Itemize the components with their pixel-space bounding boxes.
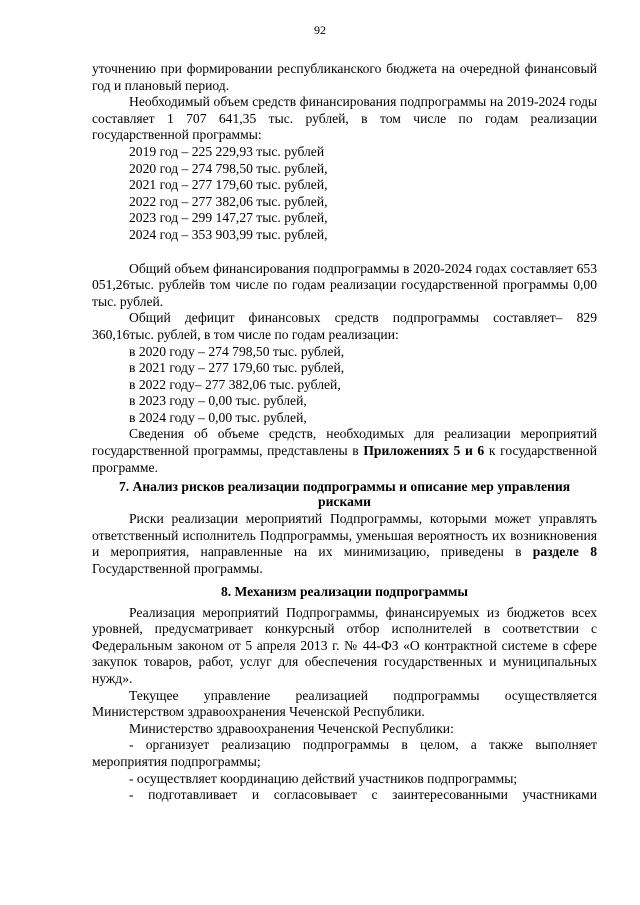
section-heading-7: 7. Анализ рисков реализации подпрограммы и описание мер управления рисками — [118, 479, 571, 510]
text-run: к государственной программе. — [92, 443, 597, 475]
page-content — [92, 61, 597, 804]
paragraph — [92, 511, 597, 577]
list-item: - осуществляет координацию действий участников подпрограммы; — [129, 770, 518, 786]
paragraph: Министерство здравоохранения Чеченской Республики: — [129, 720, 454, 736]
list-item: в 2024 году – 0,00 тыс. рублей, — [129, 409, 307, 425]
list-item: - организует реализацию подпрограммы в целом, а также выполняет мероприятия подпрограммы; — [92, 737, 597, 769]
year-list-deficit — [92, 344, 597, 427]
list-item: 2023 год – 299 147,27 тыс. рублей, — [129, 210, 328, 226]
page-number: 92 — [314, 23, 326, 37]
list-item: - подготавливает и согласовывает с заинтересованными участниками — [129, 787, 597, 803]
list-item: 2019 год – 225 229,93 тыс. рублей — [129, 143, 325, 159]
text-run: Риски реализации мероприятий Подпрограммы, которыми может управлять ответственный исполнитель Подпрограммы, уменьшая вероятность их возникновения и мероприятия, направленные на их минимизацию, приведены в — [92, 511, 597, 560]
list-item: 2020 год – 274 798,50 тыс. рублей, — [129, 160, 328, 176]
paragraph: Реализация мероприятий Подпрограммы, финансируемых из бюджетов всех уровней, предусматривает конкурсный отбор исполнителей в соответствии с Федеральным законом от 5 апреля 2013 г. № 44-ФЗ «О контрактной системе в сфере закупок товаров, работ, услуг для обеспечения государственных и муниципальных нужд». — [92, 604, 597, 686]
section-heading-8: 8. Механизм реализации подпрограммы — [220, 583, 469, 599]
paragraph: Общий дефицит финансовых средств подпрограммы составляет– 829 360,16тыс. рублей, в том числе по годам реализации: — [92, 310, 597, 342]
year-list-total — [92, 144, 597, 244]
list-item: в 2020 году – 274 798,50 тыс. рублей, — [129, 343, 345, 359]
list-item: в 2023 году – 0,00 тыс. рублей, — [129, 393, 307, 409]
list-item: 2022 год – 277 382,06 тыс. рублей, — [129, 193, 328, 209]
text-run: Государственной программы. — [92, 561, 263, 577]
paragraph — [92, 426, 597, 476]
paragraph: Текущее управление реализацией подпрограммы осуществляется Министерством здравоохранения Чеченской Республики. — [92, 687, 597, 720]
paragraph: Общий объем финансирования подпрограммы в 2020-2024 годах составляет 653 051,26тыс. рублейв том числе по годам реализации государственной программы 0,00 тыс. рублей. — [92, 260, 597, 309]
list-item: 2021 год – 277 179,60 тыс. рублей, — [129, 177, 328, 193]
list-item: 2024 год – 353 903,99 тыс. рублей, — [129, 226, 328, 242]
bold-reference: Приложениях 5 и 6 — [363, 443, 485, 459]
text-run: Сведения об объеме средств, необходимых для реализации мероприятий государственной программы, представлены в — [92, 426, 597, 459]
spacer — [92, 244, 597, 261]
paragraph: Необходимый объем средств финансирования подпрограммы на 2019-2024 годы составляет 1 707 641,35 тыс. рублей, в том числе по годам реализации государственной программы: — [92, 94, 597, 143]
paragraph: уточнению при формировании республиканского бюджета на очередной финансовый год и плановый период. — [92, 61, 597, 93]
list-item: в 2022 году– 277 382,06 тыс. рублей, — [129, 376, 341, 392]
list-item: в 2021 году – 277 179,60 тыс. рублей, — [129, 360, 345, 376]
bold-reference: разделе 8 — [532, 544, 598, 560]
